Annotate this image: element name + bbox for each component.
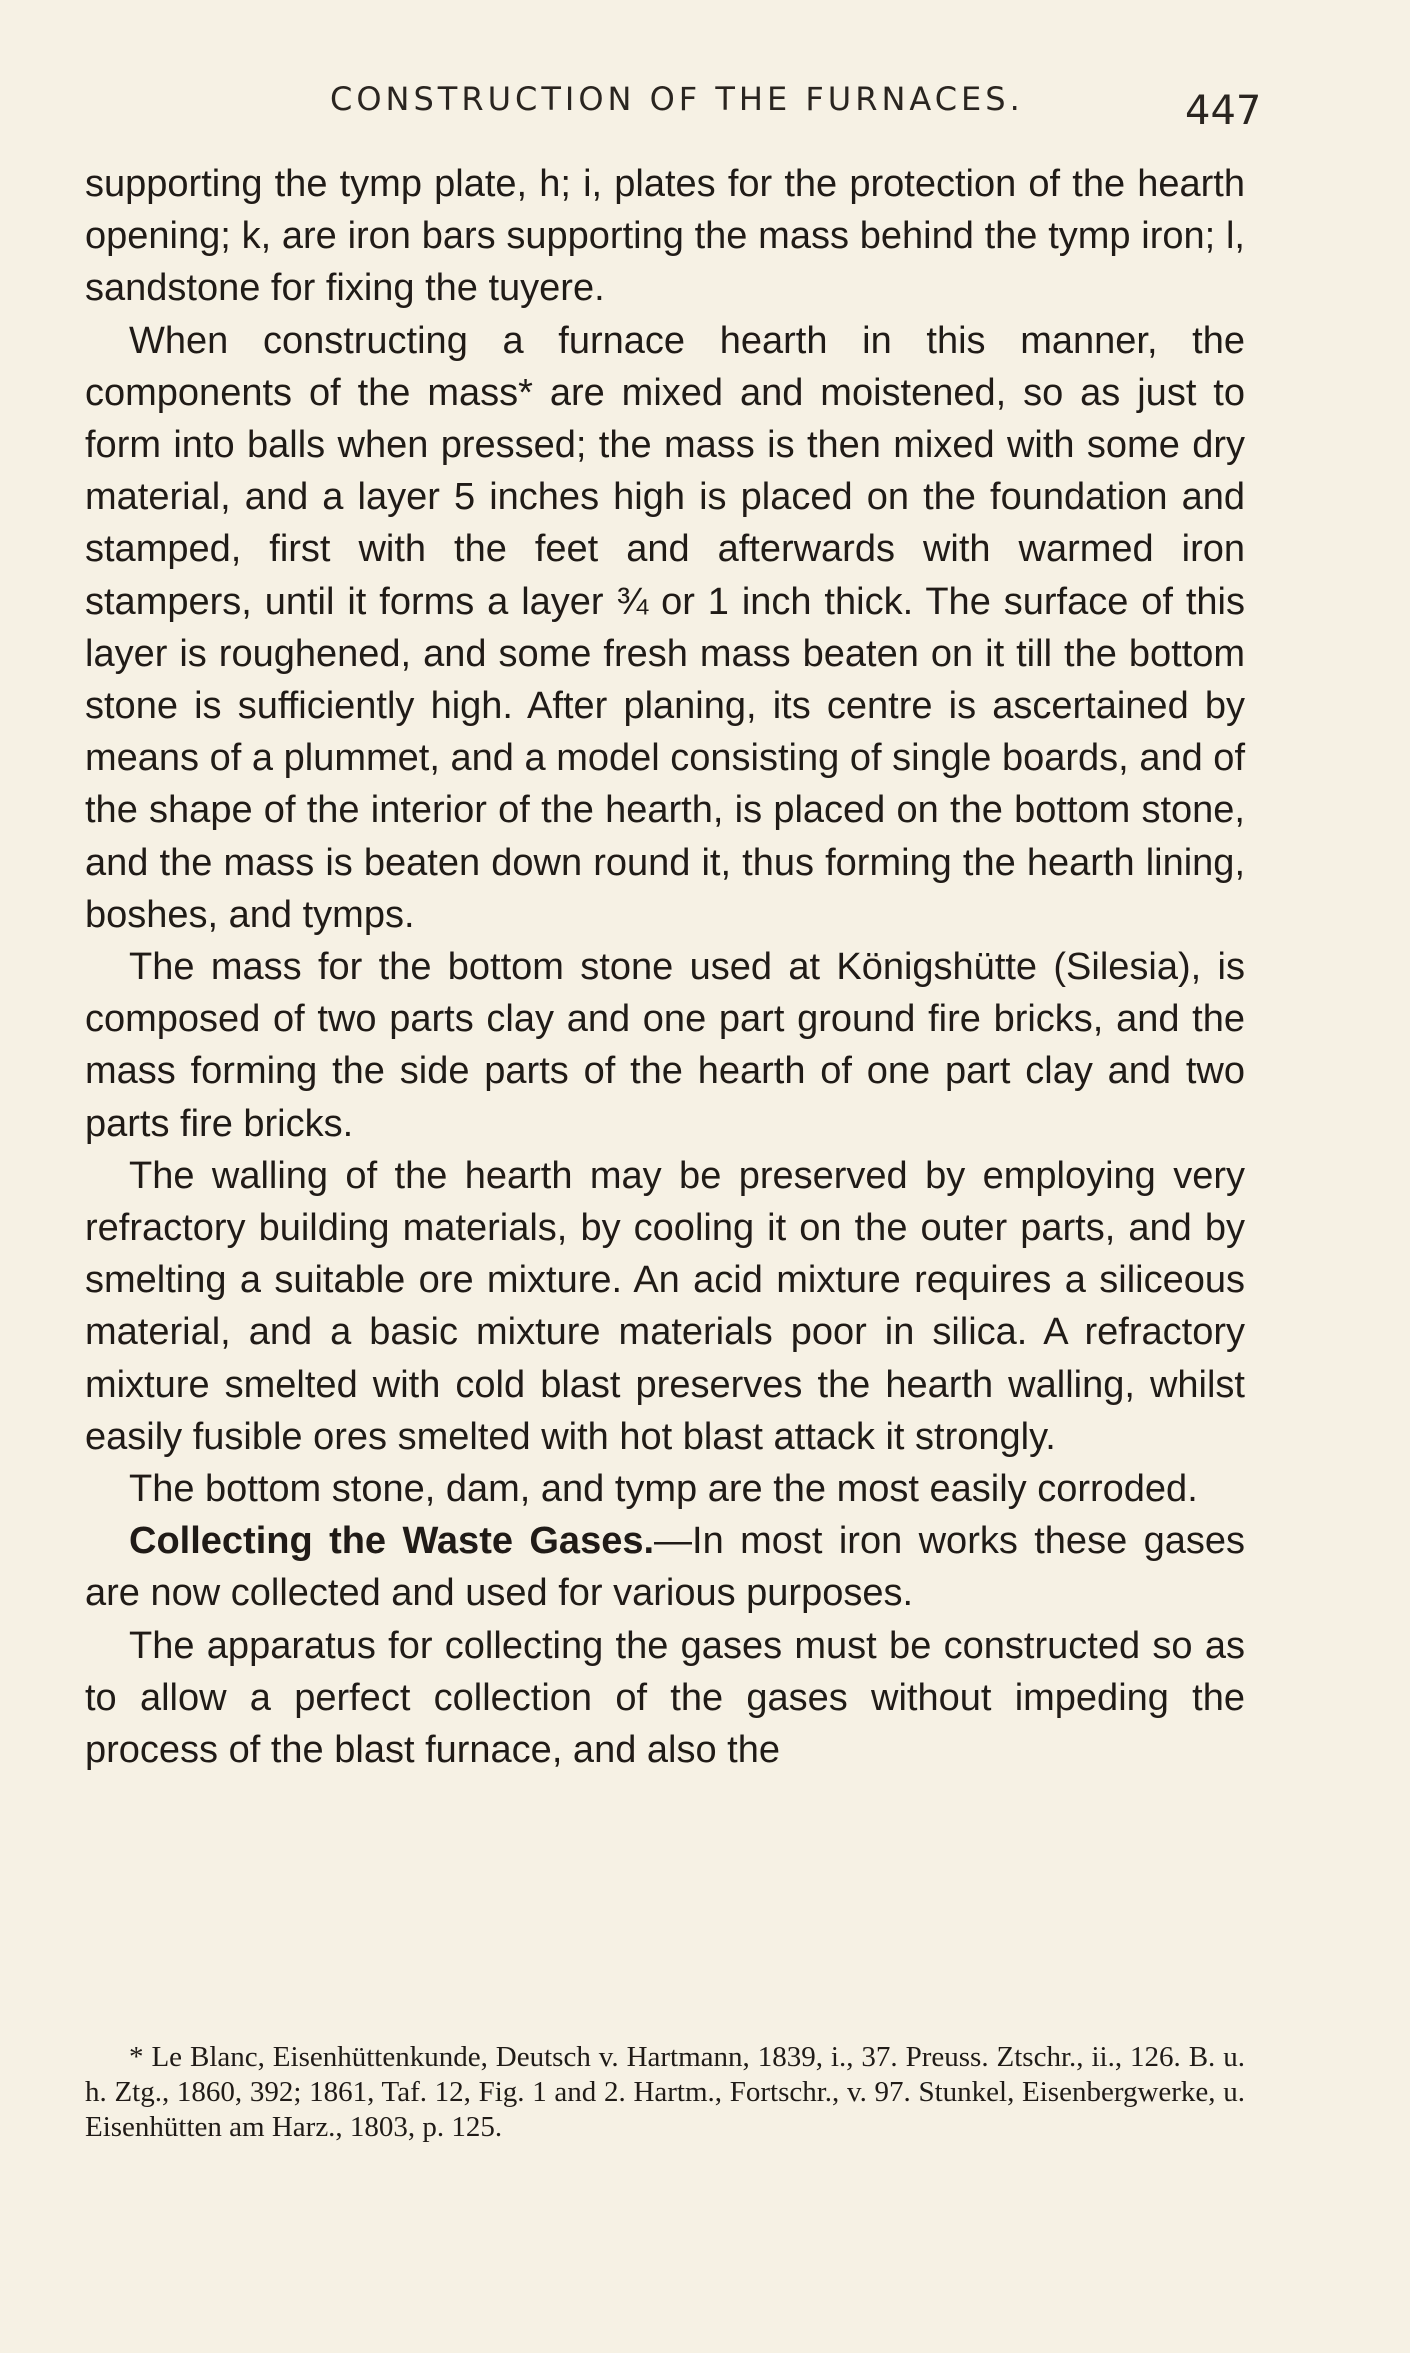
paragraph-1: supporting the tymp plate, h; i, plates for the protection of the hearth opening; k, are iron bars supporting the mass behind the tymp iron; l, sandstone for fixing the tuyere. <box>85 163 1245 310</box>
paragraph-6 <box>85 1515 1245 1619</box>
paragraph-2: When constructing a furnace hearth in this manner, the components of the mass* are mixed and moistened, so as just to form into balls when pressed; the mass is then mixed with some dry material, and a layer 5 inches high is placed on the foundation and stamped, first with the feet and afterwards with warmed iron stampers, until it forms a layer ¾ or 1 inch thick. The surface of this layer is roughened, and some fresh mass beaten on it till the bottom stone is sufficiently high. After planing, its centre is ascertained by means of a plummet, and a model consisting of single boards, and of the shape of the interior of the hearth, is placed on the bottom stone, and the mass is beaten down round it, thus forming the hearth lining, boshes, and tymps. <box>85 319 1245 936</box>
footnote: * Le Blanc, Eisenhüttenkunde, Deutsch v. Hartmann, 1839, i., 37. Preuss. Ztschr., ii., 126. B. u. h. Ztg., 1860, 392; 1861, Taf. 12, Fig. 1 and 2. Hartm., Fortschr., v. 97. Stunkel, Eisenbergwerke, u. Eisenhütten am Harz., 1803, p. 125. <box>85 2041 1245 2143</box>
footnotes <box>85 2040 1245 2145</box>
paragraph-3: The mass for the bottom stone used at Königshütte (Silesia), is composed of two parts clay and one part ground fire bricks, and the mass forming the side parts of the hearth of one part clay and two parts fire bricks. <box>85 946 1245 1145</box>
body-text <box>85 158 1245 1776</box>
paragraph-5: The bottom stone, dam, and tymp are the most easily corroded. <box>129 1468 1198 1511</box>
section-heading: Collecting the Waste Gases. <box>129 1520 655 1563</box>
paragraph-7: The apparatus for collecting the gases must be constructed so as to allow a perfect collection of the gases without impeding the process of the blast furnace, and also the <box>85 1624 1245 1772</box>
section-heading-text: —In most iron works these gases are now collected and used for various purposes. <box>85 1520 1246 1615</box>
running-header: CONSTRUCTION OF THE FURNACES. <box>330 80 1024 118</box>
paragraph-4: The walling of the hearth may be preserved by employing very refractory building materials, by cooling it on the outer parts, and by smelting a suitable ore mixture. An acid mixture requires a siliceous material, and a basic mixture materials poor in silica. A refractory mixture smelted with cold blast preserves the hearth walling, whilst easily fusible ores smelted with hot blast attack it strongly. <box>85 1154 1245 1458</box>
page-number: 447 <box>1185 88 1262 134</box>
